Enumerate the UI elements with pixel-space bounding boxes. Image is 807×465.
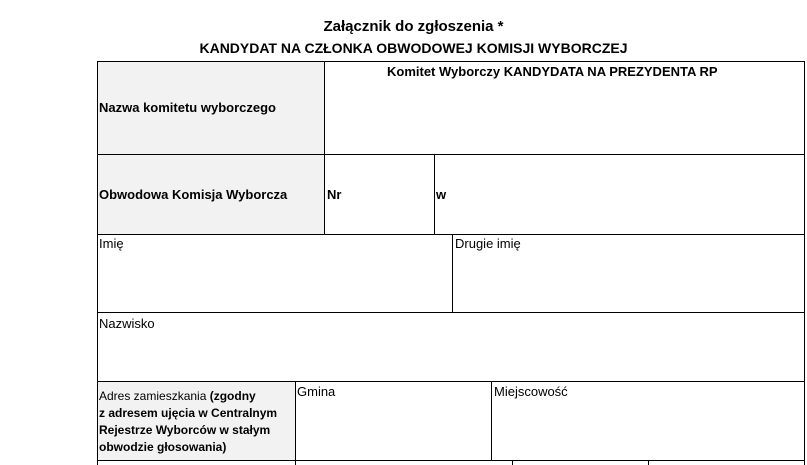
row-divider: [97, 234, 805, 235]
row-divider: [97, 460, 805, 461]
column-divider: [295, 381, 296, 465]
column-divider: [324, 61, 325, 234]
committee-name-value[interactable]: Komitet Wyborczy KANDYDATA NA PREZYDENTA RP: [387, 64, 718, 79]
address-label-plain: Adres zamieszkania: [99, 389, 207, 403]
second-name-field[interactable]: Drugie imię: [455, 236, 521, 251]
column-divider: [491, 381, 492, 460]
address-label-note: obwodzie głosowania): [99, 440, 227, 454]
address-label-note: (zgodny: [209, 389, 256, 403]
address-label-note: Rejestrze Wyborców w stałym: [99, 423, 271, 437]
form-subtitle: KANDYDAT NA CZŁONKA OBWODOWEJ KOMISJI WYBORCZEJ: [199, 40, 628, 56]
gmina-field[interactable]: Gmina: [297, 384, 336, 399]
column-divider: [648, 460, 649, 465]
column-divider: [512, 460, 513, 465]
first-name-field[interactable]: Imię: [99, 236, 124, 251]
address-label: [99, 388, 277, 456]
surname-field[interactable]: Nazwisko: [99, 316, 155, 331]
attachment-title: Załącznik do zgłoszenia *: [323, 18, 504, 35]
table-border: [804, 61, 805, 465]
row-divider: [97, 154, 805, 155]
commission-nr-label[interactable]: Nr: [327, 187, 342, 202]
column-divider: [434, 154, 435, 234]
row-divider: [97, 381, 805, 382]
commission-w-label[interactable]: w: [436, 187, 447, 202]
committee-name-label: Nazwa komitetu wyborczego: [99, 100, 276, 115]
table-border: [97, 61, 805, 62]
column-divider: [452, 234, 453, 312]
address-label-note: z adresem ujęcia w Centralnym: [99, 406, 278, 420]
table-border: [97, 61, 98, 465]
row-divider: [97, 312, 805, 313]
miejscowosc-field[interactable]: Miejscowość: [494, 384, 568, 399]
commission-label: Obwodowa Komisja Wyborcza: [99, 187, 288, 202]
